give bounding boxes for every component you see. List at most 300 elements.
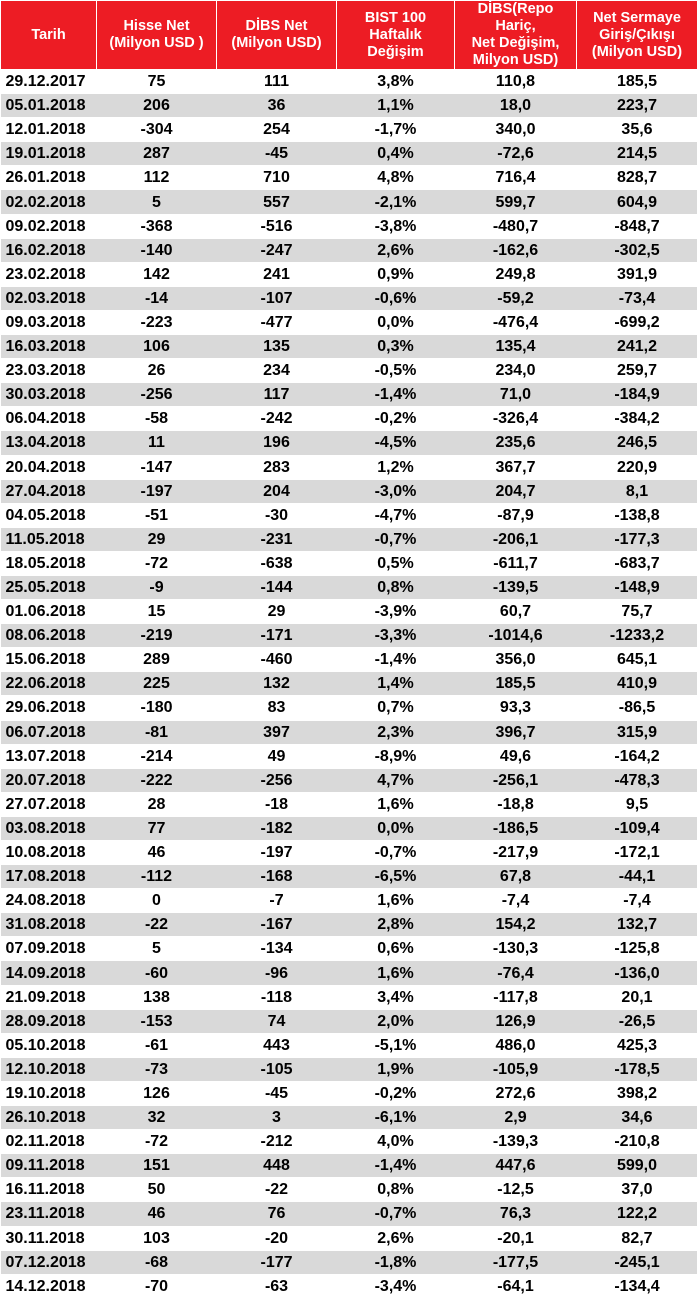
table-row [1,1130,697,1154]
cell-net-capital-flow: -109,4 [577,816,697,840]
cell-bist100-change: 1,2% [337,455,455,479]
cell-net-capital-flow: -683,7 [577,551,697,575]
cell-bist100-change: -0,6% [337,286,455,310]
cell-bond-net: -105 [217,1057,337,1081]
cell-bond-net-change: -7,4 [455,889,577,913]
cell-bond-net-change: -59,2 [455,286,577,310]
cell-net-capital-flow: -73,4 [577,286,697,310]
cell-equity-net: -51 [97,503,217,527]
cell-net-capital-flow: 35,6 [577,118,697,142]
cell-equity-net: -68 [97,1250,217,1274]
cell-bond-net: -45 [217,1081,337,1105]
cell-date: 10.08.2018 [1,841,97,865]
cell-bond-net-change: 235,6 [455,431,577,455]
cell-equity-net: 50 [97,1178,217,1202]
table-row [1,190,697,214]
cell-bond-net: -460 [217,648,337,672]
cell-date: 12.10.2018 [1,1057,97,1081]
cell-bond-net: -22 [217,1178,337,1202]
cell-net-capital-flow: 214,5 [577,142,697,166]
cell-equity-net: -214 [97,744,217,768]
cell-bond-net-change: 71,0 [455,383,577,407]
cell-net-capital-flow: -384,2 [577,407,697,431]
table-row [1,286,697,310]
cell-bond-net: -247 [217,238,337,262]
table-row [1,792,697,816]
cell-equity-net: -140 [97,238,217,262]
header-net-capital-flow: Net Sermaye Giriş/Çıkışı (Milyon USD) [577,1,697,70]
cell-bist100-change: 0,4% [337,142,455,166]
cell-bist100-change: 1,4% [337,672,455,696]
cell-date: 01.06.2018 [1,600,97,624]
cell-equity-net: 287 [97,142,217,166]
cell-net-capital-flow: -172,1 [577,841,697,865]
table-row [1,889,697,913]
cell-equity-net: 151 [97,1154,217,1178]
cell-equity-net: 103 [97,1226,217,1250]
cell-equity-net: -58 [97,407,217,431]
table-row [1,961,697,985]
cell-net-capital-flow: -177,3 [577,527,697,551]
table-row [1,214,697,238]
cell-date: 09.03.2018 [1,310,97,334]
cell-bond-net-change: 60,7 [455,600,577,624]
cell-bond-net: 204 [217,479,337,503]
header-bist100-weekly-change: BIST 100 Haftalık Değişim [337,1,455,70]
cell-equity-net: 32 [97,1106,217,1130]
cell-net-capital-flow: 223,7 [577,94,697,118]
cell-equity-net: -60 [97,961,217,985]
cell-date: 08.06.2018 [1,624,97,648]
table-row [1,913,697,937]
cell-bist100-change: -6,1% [337,1106,455,1130]
cell-net-capital-flow: -178,5 [577,1057,697,1081]
cell-bist100-change: -0,7% [337,1202,455,1226]
table-row [1,431,697,455]
cell-net-capital-flow: -1233,2 [577,624,697,648]
cell-bond-net-change: 154,2 [455,913,577,937]
cell-bist100-change: 2,6% [337,1226,455,1250]
cell-bond-net: -107 [217,286,337,310]
cell-bist100-change: 2,0% [337,1009,455,1033]
table-row [1,310,697,334]
cell-date: 25.05.2018 [1,575,97,599]
cell-bist100-change: -3,4% [337,1274,455,1298]
cell-bond-net-change: 110,8 [455,70,577,94]
cell-bist100-change: 0,8% [337,1178,455,1202]
cell-bond-net-change: -206,1 [455,527,577,551]
cell-bond-net-change: -480,7 [455,214,577,238]
cell-bond-net-change: 49,6 [455,744,577,768]
cell-equity-net: 29 [97,527,217,551]
cell-net-capital-flow: 122,2 [577,1202,697,1226]
cell-bist100-change: 4,8% [337,166,455,190]
cell-date: 13.04.2018 [1,431,97,455]
cell-bist100-change: 0,5% [337,551,455,575]
cell-equity-net: -219 [97,624,217,648]
cell-date: 16.03.2018 [1,335,97,359]
cell-date: 26.10.2018 [1,1106,97,1130]
cell-bist100-change: 1,6% [337,889,455,913]
cell-date: 28.09.2018 [1,1009,97,1033]
cell-bist100-change: -2,1% [337,190,455,214]
cell-date: 02.11.2018 [1,1130,97,1154]
table-row [1,142,697,166]
cell-bond-net: 3 [217,1106,337,1130]
cell-date: 18.05.2018 [1,551,97,575]
cell-bist100-change: 0,8% [337,575,455,599]
cell-net-capital-flow: 246,5 [577,431,697,455]
cell-bond-net-change: -105,9 [455,1057,577,1081]
cell-date: 16.11.2018 [1,1178,97,1202]
table-row [1,479,697,503]
cell-net-capital-flow: 241,2 [577,335,697,359]
cell-equity-net: 112 [97,166,217,190]
cell-bond-net-change: -130,3 [455,937,577,961]
cell-bond-net-change: -139,3 [455,1130,577,1154]
cell-equity-net: -222 [97,768,217,792]
cell-bond-net-change: 249,8 [455,262,577,286]
cell-equity-net: -147 [97,455,217,479]
cell-net-capital-flow: 425,3 [577,1033,697,1057]
cell-net-capital-flow: -138,8 [577,503,697,527]
cell-bond-net: -231 [217,527,337,551]
cell-date: 14.12.2018 [1,1274,97,1298]
cell-bist100-change: -0,5% [337,359,455,383]
cell-equity-net: -22 [97,913,217,937]
cell-bist100-change: 1,1% [337,94,455,118]
cell-bond-net: 117 [217,383,337,407]
cell-bond-net-change: -177,5 [455,1250,577,1274]
cell-bond-net: 283 [217,455,337,479]
cell-net-capital-flow: 75,7 [577,600,697,624]
cell-bond-net: -18 [217,792,337,816]
cell-equity-net: -223 [97,310,217,334]
cell-bond-net: 132 [217,672,337,696]
cell-bond-net-change: -217,9 [455,841,577,865]
cell-net-capital-flow: 391,9 [577,262,697,286]
cell-bond-net-change: -162,6 [455,238,577,262]
cell-bond-net-change: 716,4 [455,166,577,190]
table-row [1,672,697,696]
cell-bond-net: 254 [217,118,337,142]
cell-bond-net: -63 [217,1274,337,1298]
cell-date: 29.12.2017 [1,70,97,94]
table-row [1,816,697,840]
cell-bond-net: -20 [217,1226,337,1250]
cell-bist100-change: 0,3% [337,335,455,359]
cell-bist100-change: -8,9% [337,744,455,768]
cell-net-capital-flow: -148,9 [577,575,697,599]
cell-equity-net: 75 [97,70,217,94]
cell-bond-net: -167 [217,913,337,937]
cell-bond-net: 397 [217,720,337,744]
cell-net-capital-flow: -134,4 [577,1274,697,1298]
cell-bond-net: 36 [217,94,337,118]
cell-net-capital-flow: 645,1 [577,648,697,672]
cell-net-capital-flow: -86,5 [577,696,697,720]
cell-net-capital-flow: 82,7 [577,1226,697,1250]
cell-date: 06.04.2018 [1,407,97,431]
cell-bond-net-change: -611,7 [455,551,577,575]
cell-equity-net: 126 [97,1081,217,1105]
cell-net-capital-flow: 34,6 [577,1106,697,1130]
cell-bond-net: 557 [217,190,337,214]
cell-bond-net-change: 356,0 [455,648,577,672]
cell-equity-net: 142 [97,262,217,286]
cell-equity-net: -180 [97,696,217,720]
cell-bond-net: -30 [217,503,337,527]
cell-net-capital-flow: 259,7 [577,359,697,383]
cell-equity-net: 5 [97,937,217,961]
cell-date: 26.01.2018 [1,166,97,190]
cell-equity-net: 77 [97,816,217,840]
cell-date: 02.03.2018 [1,286,97,310]
table-row [1,383,697,407]
cell-date: 30.03.2018 [1,383,97,407]
table-row [1,575,697,599]
cell-net-capital-flow: 828,7 [577,166,697,190]
cell-equity-net: -368 [97,214,217,238]
cell-bist100-change: 0,7% [337,696,455,720]
header-row [1,1,697,70]
cell-date: 20.07.2018 [1,768,97,792]
cell-bond-net-change: -87,9 [455,503,577,527]
cell-bond-net: 76 [217,1202,337,1226]
cell-bist100-change: -1,7% [337,118,455,142]
table-row [1,1274,697,1298]
cell-bist100-change: -3,8% [337,214,455,238]
cell-bond-net-change: -139,5 [455,575,577,599]
cell-bist100-change: -3,9% [337,600,455,624]
cell-bond-net: -477 [217,310,337,334]
cell-bond-net-change: 234,0 [455,359,577,383]
cell-date: 23.03.2018 [1,359,97,383]
cell-date: 19.01.2018 [1,142,97,166]
table-row [1,1178,697,1202]
cell-net-capital-flow: 20,1 [577,985,697,1009]
table-row [1,503,697,527]
cell-bond-net-change: -64,1 [455,1274,577,1298]
cell-bond-net-change: 93,3 [455,696,577,720]
cell-bond-net-change: -256,1 [455,768,577,792]
cell-net-capital-flow: -848,7 [577,214,697,238]
cell-bist100-change: 0,9% [337,262,455,286]
cell-date: 27.04.2018 [1,479,97,503]
cell-bond-net-change: 599,7 [455,190,577,214]
cell-date: 24.08.2018 [1,889,97,913]
cell-bond-net: -96 [217,961,337,985]
cell-net-capital-flow: 398,2 [577,1081,697,1105]
cell-net-capital-flow: -302,5 [577,238,697,262]
cell-bist100-change: -6,5% [337,865,455,889]
cell-date: 23.11.2018 [1,1202,97,1226]
cell-equity-net: -61 [97,1033,217,1057]
cell-date: 07.12.2018 [1,1250,97,1274]
cell-bist100-change: -5,1% [337,1033,455,1057]
cell-net-capital-flow: 315,9 [577,720,697,744]
cell-equity-net: -81 [97,720,217,744]
table-row [1,1057,697,1081]
cell-net-capital-flow: 599,0 [577,1154,697,1178]
table-row [1,238,697,262]
cell-bond-net: -7 [217,889,337,913]
table-row [1,527,697,551]
cell-net-capital-flow: 37,0 [577,1178,697,1202]
cell-bist100-change: 2,8% [337,913,455,937]
table-body [1,70,697,1299]
cell-bist100-change: 3,8% [337,70,455,94]
cell-equity-net: -9 [97,575,217,599]
cell-date: 22.06.2018 [1,672,97,696]
cell-bist100-change: -1,4% [337,648,455,672]
cell-equity-net: -256 [97,383,217,407]
table-row [1,166,697,190]
cell-equity-net: 26 [97,359,217,383]
cell-bond-net: -182 [217,816,337,840]
cell-net-capital-flow: 8,1 [577,479,697,503]
cell-bond-net: -212 [217,1130,337,1154]
cell-bond-net-change: 447,6 [455,1154,577,1178]
cell-bond-net-change: -20,1 [455,1226,577,1250]
cell-bond-net-change: 76,3 [455,1202,577,1226]
cell-bond-net-change: -72,6 [455,142,577,166]
cell-equity-net: 46 [97,841,217,865]
cell-bond-net: -134 [217,937,337,961]
cell-net-capital-flow: 220,9 [577,455,697,479]
cell-bond-net-change: 18,0 [455,94,577,118]
cell-equity-net: -72 [97,1130,217,1154]
cell-bist100-change: 1,9% [337,1057,455,1081]
table-row [1,1106,697,1130]
cell-bist100-change: 1,6% [337,792,455,816]
cell-date: 16.02.2018 [1,238,97,262]
table-row [1,600,697,624]
cell-net-capital-flow: 9,5 [577,792,697,816]
cell-bond-net-change: -18,8 [455,792,577,816]
table-row [1,551,697,575]
table-row [1,865,697,889]
cell-date: 07.09.2018 [1,937,97,961]
header-bond-net-change: DİBS(Repo Hariç, Net Değişim, Milyon USD) [455,1,577,70]
cell-bond-net-change: -476,4 [455,310,577,334]
cell-date: 23.02.2018 [1,262,97,286]
cell-net-capital-flow: -184,9 [577,383,697,407]
cell-bond-net: -516 [217,214,337,238]
cell-bist100-change: -0,2% [337,1081,455,1105]
cell-date: 14.09.2018 [1,961,97,985]
cell-bond-net: -242 [217,407,337,431]
cell-bond-net-change: 185,5 [455,672,577,696]
cell-bist100-change: -1,4% [337,1154,455,1178]
cell-bond-net-change: 367,7 [455,455,577,479]
cell-bond-net: -171 [217,624,337,648]
cell-bond-net: 29 [217,600,337,624]
cell-bist100-change: 1,6% [337,961,455,985]
cell-bond-net-change: 135,4 [455,335,577,359]
cell-bist100-change: 4,7% [337,768,455,792]
cell-bond-net-change: 67,8 [455,865,577,889]
table-header [1,1,697,70]
cell-bond-net-change: 340,0 [455,118,577,142]
cell-bond-net: -256 [217,768,337,792]
cell-bond-net: 74 [217,1009,337,1033]
cell-bist100-change: 3,4% [337,985,455,1009]
cell-date: 04.05.2018 [1,503,97,527]
cell-bond-net: 443 [217,1033,337,1057]
cell-bond-net: 448 [217,1154,337,1178]
table-row [1,455,697,479]
cell-date: 30.11.2018 [1,1226,97,1250]
cell-equity-net: -72 [97,551,217,575]
cell-net-capital-flow: -245,1 [577,1250,697,1274]
table-row [1,1009,697,1033]
cell-bond-net-change: -76,4 [455,961,577,985]
cell-bist100-change: -1,4% [337,383,455,407]
cell-date: 29.06.2018 [1,696,97,720]
cell-bond-net-change: -1014,6 [455,624,577,648]
cell-equity-net: -304 [97,118,217,142]
cell-bond-net: -197 [217,841,337,865]
cell-bist100-change: -4,5% [337,431,455,455]
cell-bist100-change: 0,0% [337,310,455,334]
cell-date: 17.08.2018 [1,865,97,889]
table-row [1,1081,697,1105]
cell-net-capital-flow: -699,2 [577,310,697,334]
cell-bond-net: 196 [217,431,337,455]
cell-bond-net: 111 [217,70,337,94]
cell-bond-net-change: 126,9 [455,1009,577,1033]
table-row [1,335,697,359]
cell-date: 06.07.2018 [1,720,97,744]
cell-bist100-change: 0,6% [337,937,455,961]
cell-date: 09.02.2018 [1,214,97,238]
cell-net-capital-flow: -44,1 [577,865,697,889]
cell-net-capital-flow: 604,9 [577,190,697,214]
cell-bist100-change: -0,7% [337,841,455,865]
cell-equity-net: -197 [97,479,217,503]
cell-net-capital-flow: 185,5 [577,70,697,94]
cell-bond-net-change: -117,8 [455,985,577,1009]
cell-bond-net-change: 272,6 [455,1081,577,1105]
cell-date: 21.09.2018 [1,985,97,1009]
cell-net-capital-flow: -136,0 [577,961,697,985]
cell-equity-net: -153 [97,1009,217,1033]
table-row [1,1226,697,1250]
cell-net-capital-flow: -7,4 [577,889,697,913]
cell-equity-net: 0 [97,889,217,913]
cell-date: 12.01.2018 [1,118,97,142]
cell-bist100-change: -4,7% [337,503,455,527]
cell-date: 19.10.2018 [1,1081,97,1105]
cell-equity-net: -112 [97,865,217,889]
cell-bond-net: 83 [217,696,337,720]
cell-bond-net-change: 486,0 [455,1033,577,1057]
cell-date: 20.04.2018 [1,455,97,479]
cell-equity-net: -73 [97,1057,217,1081]
table-row [1,262,697,286]
cell-equity-net: 5 [97,190,217,214]
table-row [1,744,697,768]
cell-bond-net: 49 [217,744,337,768]
cell-net-capital-flow: -478,3 [577,768,697,792]
cell-date: 11.05.2018 [1,527,97,551]
table-row [1,118,697,142]
cell-bist100-change: -0,2% [337,407,455,431]
cell-bond-net: -168 [217,865,337,889]
cell-equity-net: 106 [97,335,217,359]
cell-date: 05.10.2018 [1,1033,97,1057]
